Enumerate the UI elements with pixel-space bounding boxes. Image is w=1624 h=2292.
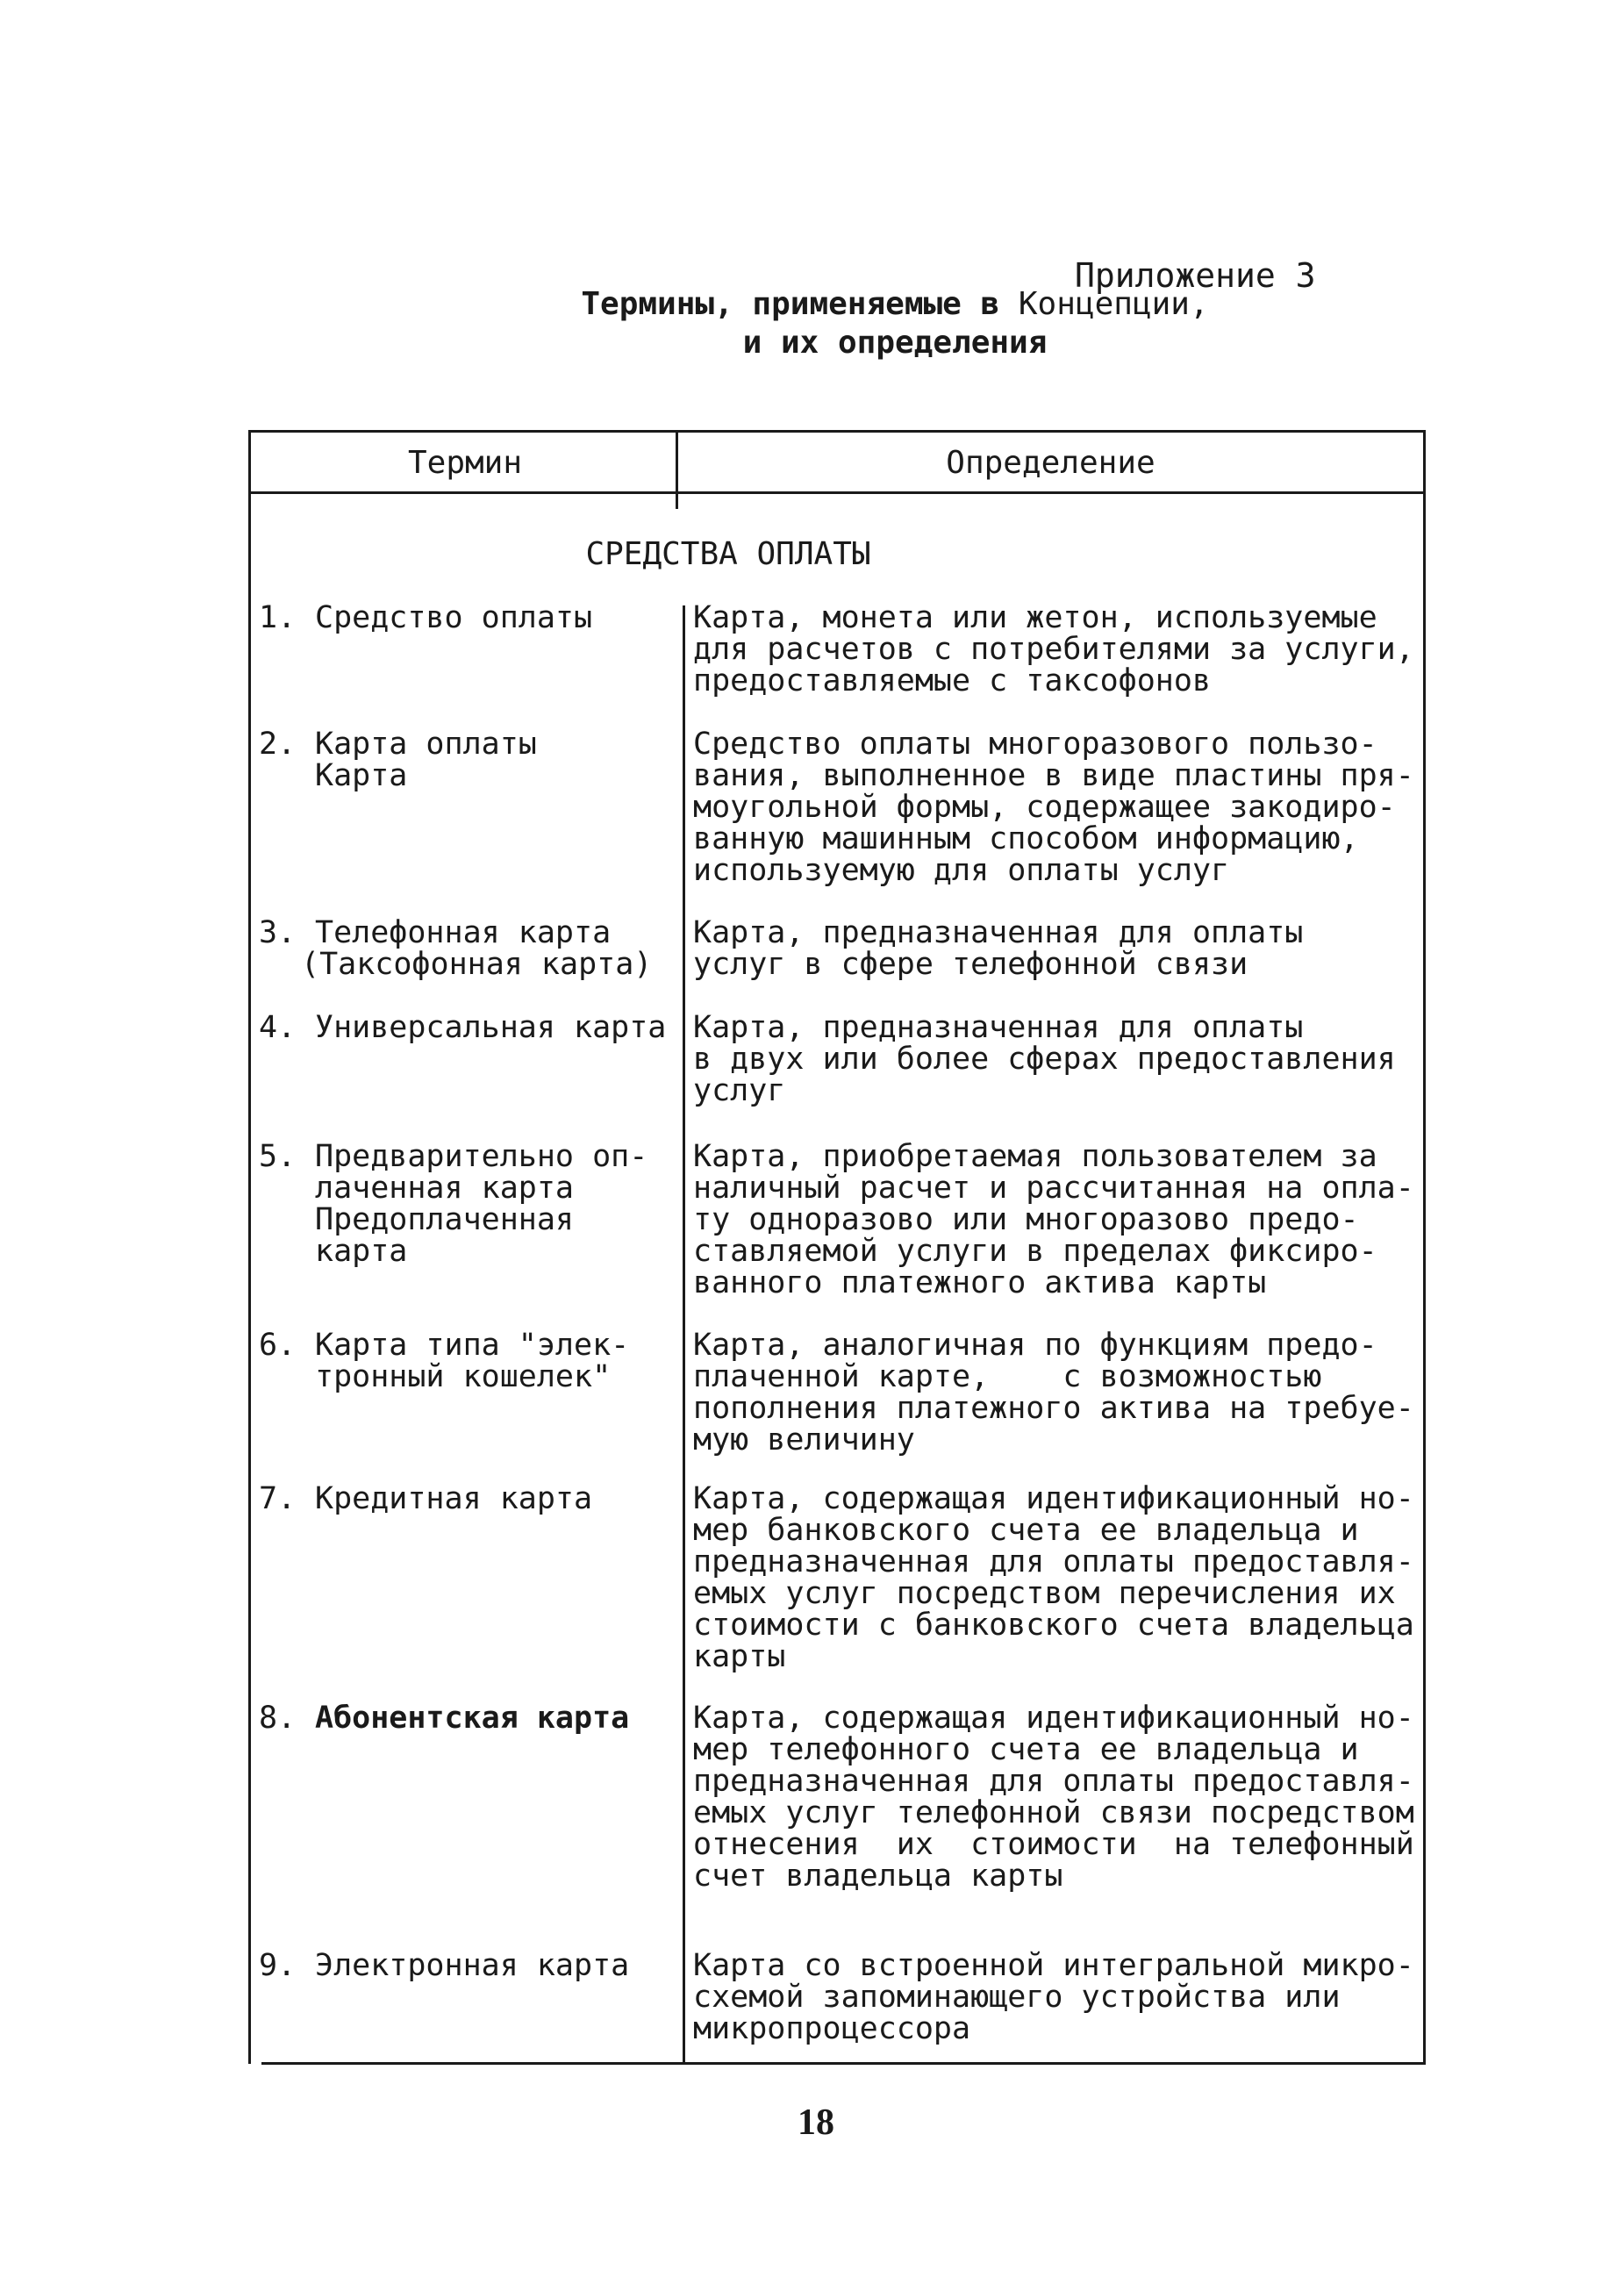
definition-line: мер телефонного счета ее владельца и xyxy=(693,1732,1359,1767)
term-text: тронный кошелек" xyxy=(315,1359,612,1394)
definition-line: мер банковского счета ее владельца и xyxy=(693,1513,1359,1548)
term-text: Карта типа "элек- xyxy=(315,1328,630,1363)
definition-line: пополнения платежного актива на требуе- xyxy=(693,1391,1414,1426)
table-row-term xyxy=(259,1012,689,1043)
definition-line: Карта, монета или жетон, используемые xyxy=(693,600,1377,635)
table-bottom-border xyxy=(261,2062,1426,2065)
table-row-definition xyxy=(693,1012,1439,1107)
row-number: 2. xyxy=(259,727,297,762)
term-text: Электронная карта xyxy=(315,1948,630,1983)
term-text: Предварительно оп- xyxy=(315,1139,648,1174)
definition-line: предназначенная для оплаты предоставля- xyxy=(693,1764,1414,1799)
definition-line: плаченной карте, с возможностью xyxy=(693,1359,1322,1394)
table-row-definition xyxy=(693,1950,1439,2045)
term-text: Телефонная карта xyxy=(315,915,612,950)
table-row-term xyxy=(259,602,689,634)
row-number: 4. xyxy=(259,1010,297,1045)
table-row-term xyxy=(259,1950,689,1981)
table-top-border xyxy=(248,430,1426,433)
definition-line: для расчетов с потребителями за услуги, xyxy=(693,632,1414,667)
definition-line: ставляемой услуги в пределах фиксиро- xyxy=(693,1234,1377,1269)
row-number: 1. xyxy=(259,600,297,635)
definition-line: отнесения их стоимости на телефонный xyxy=(693,1827,1414,1862)
definition-line: в двух или более сферах предоставления xyxy=(693,1042,1396,1077)
definition-line: услуг xyxy=(693,1073,786,1108)
definition-line: мую величину xyxy=(693,1422,915,1458)
row-number: 8. xyxy=(259,1701,297,1736)
title-bold-part: Термины, применяемые в xyxy=(581,286,1000,322)
term-text: Предоплаченная xyxy=(315,1202,575,1237)
definition-line: используемую для оплаты услуг xyxy=(693,853,1230,888)
definition-line: микропроцессора xyxy=(693,2011,971,2046)
table-row-term xyxy=(259,1483,689,1515)
table-row-term xyxy=(259,1702,689,1734)
term-text: Кредитная карта xyxy=(315,1481,593,1516)
definition-line: предназначенная для оплаты предоставля- xyxy=(693,1544,1414,1579)
row-number: 9. xyxy=(259,1948,297,1983)
term-text: лаченная карта xyxy=(315,1171,575,1206)
row-number: 3. xyxy=(259,915,297,950)
definition-line: Карта, аналогичная по функциям предо- xyxy=(693,1328,1377,1363)
definition-line: Карта, содержащая идентификационный но- xyxy=(693,1701,1414,1736)
definition-line: емых услуг посредством перечисления их xyxy=(693,1576,1396,1611)
table-row-definition xyxy=(693,1141,1439,1299)
definition-line: ту одноразово или многоразово предо- xyxy=(693,1202,1359,1237)
definition-line: Карта со встроенной интегральной микро- xyxy=(693,1948,1414,1983)
term-text: Абонентская карта xyxy=(315,1701,630,1736)
table-row-definition xyxy=(693,728,1439,886)
table-row-term xyxy=(259,1141,689,1267)
definition-line: услуг в сфере телефонной связи xyxy=(693,947,1248,982)
row-number: 7. xyxy=(259,1481,297,1516)
column-header-definition: Определение xyxy=(946,445,1155,481)
definition-line: Карта, содержащая идентификационный но- xyxy=(693,1481,1414,1516)
table-row-definition xyxy=(693,602,1439,697)
definition-line: наличный расчет и рассчитанная на опла- xyxy=(693,1171,1414,1206)
definition-line: моугольной формы, содержащее закодиро- xyxy=(693,790,1396,825)
definition-line: Карта, предназначенная для оплаты xyxy=(693,915,1304,950)
table-row-term xyxy=(259,728,689,791)
definition-line: предоставляемые с таксофонов xyxy=(693,663,1212,698)
row-number: 5. xyxy=(259,1139,297,1174)
title-rest-part: Концепции, xyxy=(1018,286,1209,322)
table-left-border xyxy=(248,430,251,2064)
definition-line: емых услуг телефонной связи посредством xyxy=(693,1795,1414,1830)
definition-line: счет владельца карты xyxy=(693,1859,1063,1894)
appendix-label: Приложение 3 xyxy=(1075,256,1316,295)
definition-line: Карта, предназначенная для оплаты xyxy=(693,1010,1304,1045)
section-heading: СРЕДСТВА ОПЛАТЫ xyxy=(585,536,871,572)
title-line-2: и их определения xyxy=(742,325,1048,361)
title-line-1 xyxy=(544,285,1246,324)
definition-line: ванного платежного актива карты xyxy=(693,1265,1267,1300)
page-number: 18 xyxy=(798,2102,834,2143)
term-text: Карта оплаты xyxy=(315,727,537,762)
table-row-definition xyxy=(693,917,1439,980)
definition-line: карты xyxy=(693,1639,786,1674)
page-title xyxy=(544,285,1246,362)
definition-line: Средство оплаты многоразового пользо- xyxy=(693,727,1377,762)
table-row-definition xyxy=(693,1483,1439,1672)
column-header-term: Термин xyxy=(407,445,523,481)
term-text: (Таксофонная карта) xyxy=(301,947,653,982)
definition-line: ванную машинным способом информацию, xyxy=(693,821,1359,856)
table-column-divider-header xyxy=(676,430,678,509)
definition-line: Карта, приобретаемая пользователем за xyxy=(693,1139,1377,1174)
table-row-definition xyxy=(693,1329,1439,1456)
term-text: карта xyxy=(315,1234,408,1269)
row-number: 6. xyxy=(259,1328,297,1363)
definition-line: вания, выполненное в виде пластины пря- xyxy=(693,758,1414,793)
definition-line: схемой запоминающего устройства или xyxy=(693,1980,1341,2015)
table-row-term xyxy=(259,1329,689,1393)
definition-line: стоимости с банковского счета владельца xyxy=(693,1608,1414,1643)
term-text: Универсальная карта xyxy=(315,1010,667,1045)
table-row-term xyxy=(259,917,689,980)
table-header-bottom-border xyxy=(248,491,1426,494)
term-text: Средство оплаты xyxy=(315,600,593,635)
table-row-definition xyxy=(693,1702,1439,1892)
term-text: Карта xyxy=(315,758,408,793)
